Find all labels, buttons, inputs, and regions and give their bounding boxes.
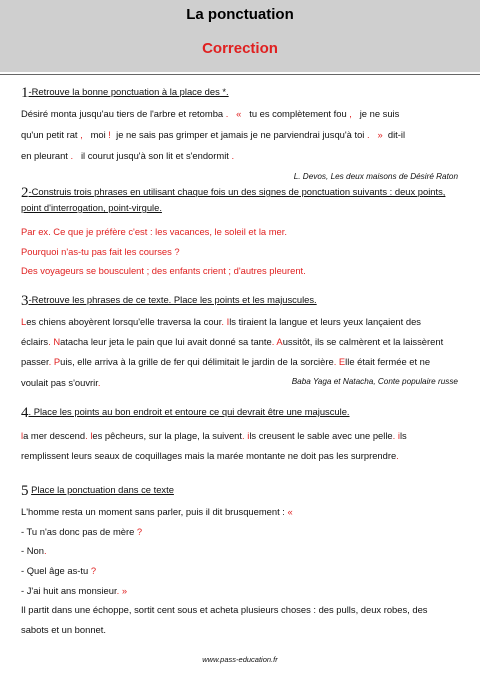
ex2-answer-2: Pourquoi n'as-tu pas fait les courses ? xyxy=(21,246,180,257)
ex5-line-1: L'homme resta un moment sans parler, puis il dit brusquement : « xyxy=(21,506,293,517)
ex1-line-3: en pleurant . il courut jusqu'à son lit et s'endormit . xyxy=(21,150,235,161)
ex2-answer-1: Par ex. Ce que je préfère c'est : les vacances, le soleil et la mer. xyxy=(21,226,287,237)
ex3-line-1: Les chiens aboyèrent lorsqu'elle traversa la cour. Ils tiraient la langue et leurs yeux lançaient des xyxy=(21,316,421,327)
ex4-heading: 4. Place les points au bon endroit et entoure ce qui devrait être une majuscule. xyxy=(21,405,350,421)
ex2-heading-2: point d'interrogation, point-virgule. xyxy=(21,202,162,213)
ex4-line-2: remplissent leurs seaux de coquillages mais la marée montante ne doit pas les surprendre. xyxy=(21,450,399,461)
ex5-line-4: - Quel âge as-tu ? xyxy=(21,565,97,576)
ex2-heading: 2-Construis trois phrases en utilisant chaque fois un des signes de ponctuation suivants : deux points, xyxy=(21,185,446,201)
ex5-heading: 5 Place la ponctuation dans ce texte xyxy=(21,483,174,499)
ex3-line-3: passer. Puis, elle arriva à la grille de fer qui délimitait le jardin de la sorcière. Elle était fermée et ne xyxy=(21,356,431,367)
ex1-heading: 1-Retrouve la bonne ponctuation à la place des *. xyxy=(21,85,229,101)
ex5-line-7: sabots et un bonnet. xyxy=(21,624,106,635)
header-divider xyxy=(0,74,480,75)
ex1-line-1: Désiré monta jusqu'au tiers de l'arbre et retomba . « tu es complètement fou , je ne suis xyxy=(21,108,400,119)
ex5-line-2: - Tu n'as donc pas de mère ? xyxy=(21,526,143,537)
ex5-line-6: Il partit dans une échoppe, sortit cent sous et acheta plusieurs choses : des pulls, deux robes, des xyxy=(21,604,428,615)
ex3-line-4: voulait pas s'ouvrir. xyxy=(21,377,101,388)
ex3-heading: 3-Retrouve les phrases de ce texte. Place les points et les majuscules. xyxy=(21,293,317,309)
ex5-line-3: - Non. xyxy=(21,545,47,556)
ex5-line-5: - J'ai huit ans monsieur. » xyxy=(21,585,128,596)
page-title: La ponctuation xyxy=(186,6,294,23)
ex1-source: L. Devos, Les deux maisons de Désiré Raton xyxy=(293,172,458,181)
ex3-source: Baba Yaga et Natacha, Conte populaire russe xyxy=(291,377,458,386)
footer-url[interactable]: www.pass-education.fr xyxy=(202,655,278,664)
page-subtitle: Correction xyxy=(202,40,278,57)
ex1-line-2: qu'un petit rat , moi ! je ne sais pas grimper et jamais je ne parviendrai jusqu'à toi . » dit-il xyxy=(21,129,406,140)
ex2-answer-3: Des voyageurs se bousculent ; des enfants crient ; d'autres pleurent. xyxy=(21,265,306,276)
ex4-line-1: la mer descend. les pêcheurs, sur la plage, la suivent. ils creusent le sable avec une pelle. ils xyxy=(21,430,407,441)
ex3-line-2: éclairs. Natacha leur jeta le pain que lui avait donné sa tante. Aussitôt, ils se calmèrent et la laissèrent xyxy=(21,336,444,347)
